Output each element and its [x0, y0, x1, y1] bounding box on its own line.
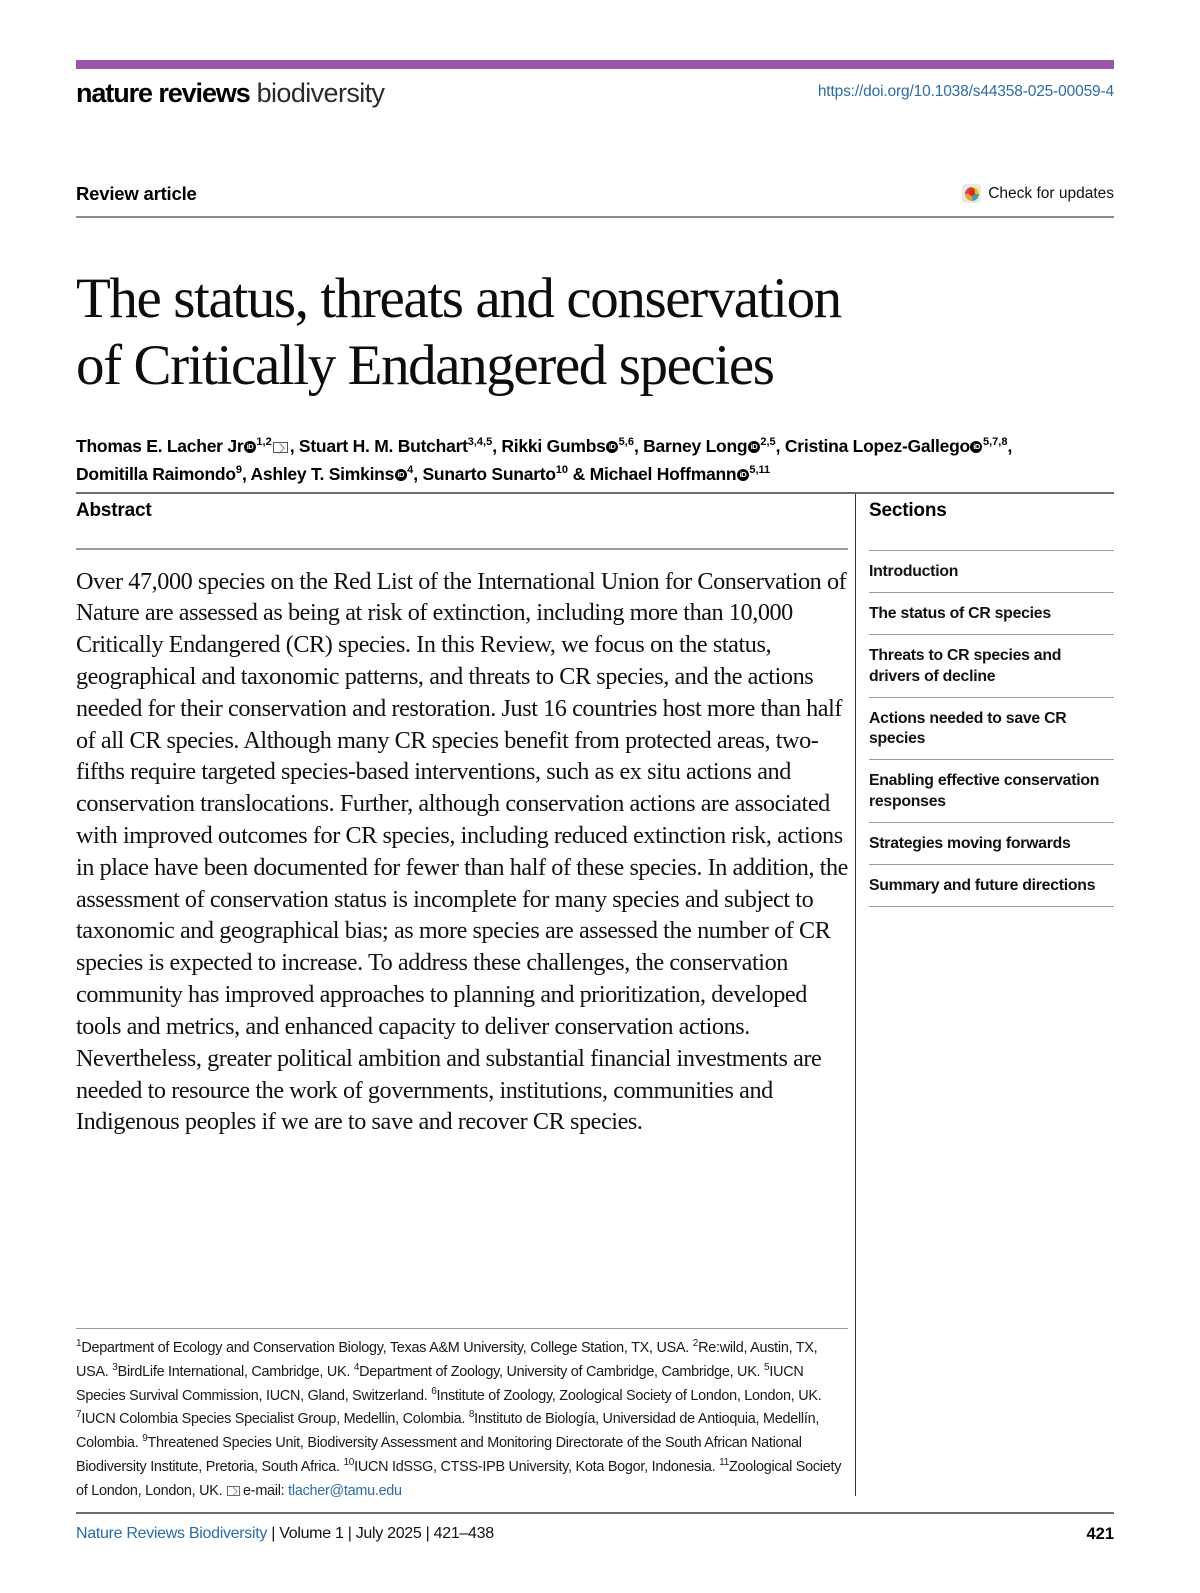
affil-num: 9 [142, 1433, 148, 1445]
abstract-body: Over 47,000 species on the Red List of the International Union for Conservation of Nature are assessed as being at risk of extinction, including more than 10,000 Critically Endangered (CR) species. In this Review, we focus on the status, geographical and taxonomic patterns, and threats to CR species, and the actions needed for their conservation and restoration. Just 16 countries host more than half of all CR species. Although many CR species benefit from protected areas, two-fifths require targeted species-based interventions, such as ex situ actions and conservation translocations. Further, although conservation actions are associated with improved outcomes for CR species, including reduced extinction risk, actions in place have been documented for fewer than half of these species. In addition, the assessment of conservation status is incomplete for many species and subject to taxonomic and geographical bias; as more species are assessed the number of CR species is expected to increase. To address these challenges, the conservation community has improved approaches to planning and prioritization, developed tools and metrics, and enhanced capacity to deliver conservation actions. Nevertheless, greater political ambition and substantial financial investments are needed to resource the work of governments, institutions, communities and Indigenous peoples if we are to save and recover CR species. [76, 567, 848, 1136]
affiliations-block [76, 1337, 851, 1503]
author-gumbs[interactable]: , Rikki Gumbs [492, 436, 606, 456]
affil-ref: 5,7,8 [982, 436, 1008, 449]
author-simkins[interactable]: , Ashley T. Simkins [241, 464, 395, 485]
affil-ref: 5,11 [749, 464, 771, 477]
article-type-label: Review article [76, 183, 197, 204]
page-number: 421 [1086, 1525, 1114, 1543]
page-footer [76, 1525, 1114, 1551]
affil-num: 5 [764, 1361, 770, 1373]
affil-num: 3 [112, 1361, 118, 1373]
affil-ref: 5,6 [618, 436, 634, 449]
masthead [76, 78, 1114, 118]
affil-text: Institute of Zoology, Zoological Society of London, London, UK. [436, 1387, 822, 1404]
orcid-icon[interactable] [970, 441, 982, 453]
article-type-row [76, 183, 1114, 209]
abstract-divider [76, 548, 848, 550]
journal-logo-bold: nature reviews [76, 78, 250, 108]
corresponding-email-link[interactable]: tlacher@tamu.edu [288, 1482, 402, 1499]
affil-num: 8 [468, 1409, 475, 1421]
affil-num: 10 [343, 1457, 355, 1469]
author-raimondo[interactable]: Domitilla Raimondo [76, 464, 236, 485]
sidebar-item-threats-and-drivers[interactable]: Threats to CR species and drivers of decline [869, 634, 1114, 696]
affil-num: 11 [719, 1457, 730, 1469]
title-line-2: of Critically Endangered species [76, 333, 774, 397]
doi-link[interactable]: https://doi.org/10.1038/s44358-025-00059-4 [817, 83, 1114, 100]
orcid-icon[interactable] [737, 469, 749, 481]
orcid-icon[interactable] [748, 441, 760, 453]
author-butchart[interactable]: , Stuart H. M. Butchart [289, 436, 468, 456]
abstract-section [76, 500, 851, 1138]
journal-logo [76, 78, 384, 109]
sidebar-item-actions-needed[interactable]: Actions needed to save CR species [869, 697, 1114, 759]
affil-num: 6 [431, 1385, 437, 1397]
email-label: e-mail: [243, 1482, 289, 1499]
brand-purple-bar [76, 60, 1114, 69]
check-for-updates-button[interactable] [962, 184, 1114, 203]
sidebar-item-strategies-moving-forwards[interactable]: Strategies moving forwards [869, 822, 1114, 864]
envelope-icon[interactable] [273, 442, 288, 453]
header-divider [76, 216, 1114, 218]
orcid-icon[interactable] [244, 441, 256, 453]
check-for-updates-label: Check for updates [988, 184, 1114, 202]
affil-ref: 4 [407, 464, 414, 477]
sidebar-item-introduction[interactable]: Introduction [869, 550, 1114, 592]
page-title [76, 266, 1126, 399]
affil-text: Department of Ecology and Conservation Biology, Texas A&M University, College Station, TX, USA. [81, 1340, 693, 1356]
title-line-1: The status, threats and conservation [76, 267, 841, 331]
affil-text: Instituto de Biología, Universidad de Antioquia, Medellín, Colombia. [76, 1411, 820, 1452]
body-top-divider [76, 492, 1114, 494]
author-separator: , [1007, 436, 1013, 456]
footer-volume-meta: | Volume 1 | July 2025 | 421–438 [267, 1525, 494, 1542]
author-lopez-gallego[interactable]: , Cristina Lopez-Gallego [775, 436, 970, 456]
affil-text: IUCN Species Survival Commission, IUCN, Gland, Switzerland. [76, 1363, 804, 1404]
envelope-icon [227, 1486, 240, 1496]
author-hoffmann[interactable]: & Michael Hoffmann [568, 464, 737, 485]
affil-text: IUCN IdSSG, CTSS-IPB University, Kota Bogor, Indonesia. [354, 1458, 720, 1475]
sections-heading: Sections [869, 500, 947, 521]
crossmark-icon [962, 184, 981, 203]
affil-text: Re:wild, Austin, TX, USA. [76, 1340, 818, 1380]
affil-ref: 10 [555, 464, 569, 477]
abstract-heading: Abstract [76, 500, 152, 521]
column-divider [855, 494, 856, 1496]
affiliations-divider [76, 1328, 848, 1329]
sidebar-item-summary-and-future[interactable]: Summary and future directions [869, 864, 1114, 907]
affil-num: 7 [76, 1409, 82, 1421]
affil-ref: 2,5 [760, 436, 776, 449]
sidebar-item-status-of-cr-species[interactable]: The status of CR species [869, 592, 1114, 634]
affil-text: IUCN Colombia Species Specialist Group, Medellin, Colombia. [81, 1411, 469, 1428]
author-lacher[interactable]: Thomas E. Lacher Jr [76, 436, 244, 456]
footer-divider [76, 1512, 1114, 1514]
affil-text: Threatened Species Unit, Biodiversity Assessment and Monitoring Directorate of the South African National Biodiversity Institute, Pretoria, South Africa. [76, 1435, 802, 1475]
orcid-icon[interactable] [395, 469, 407, 481]
affil-text: Department of Zoology, University of Cambridge, Cambridge, UK. [359, 1363, 765, 1380]
sidebar-item-enabling-responses[interactable]: Enabling effective conservation responses [869, 759, 1114, 821]
affil-ref: 1,2 [256, 436, 272, 449]
affil-text: BirdLife International, Cambridge, UK. [117, 1363, 354, 1380]
author-sunarto[interactable]: , Sunarto Sunarto [413, 464, 556, 485]
affil-ref: 3,4,5 [467, 436, 493, 449]
footer-citation [76, 1525, 494, 1543]
author-long[interactable]: , Barney Long [633, 436, 748, 456]
affil-num: 1 [76, 1338, 82, 1350]
author-list [76, 432, 1121, 489]
affil-ref: 9 [235, 464, 242, 477]
journal-logo-light: biodiversity [249, 78, 385, 108]
affil-num: 4 [353, 1361, 360, 1373]
footer-journal-link[interactable]: Nature Reviews Biodiversity [76, 1525, 268, 1542]
affil-text: Zoological Society of London, London, UK. [76, 1458, 842, 1499]
affil-num: 2 [692, 1338, 699, 1350]
orcid-icon[interactable] [606, 441, 618, 453]
sections-sidebar [869, 500, 1114, 907]
